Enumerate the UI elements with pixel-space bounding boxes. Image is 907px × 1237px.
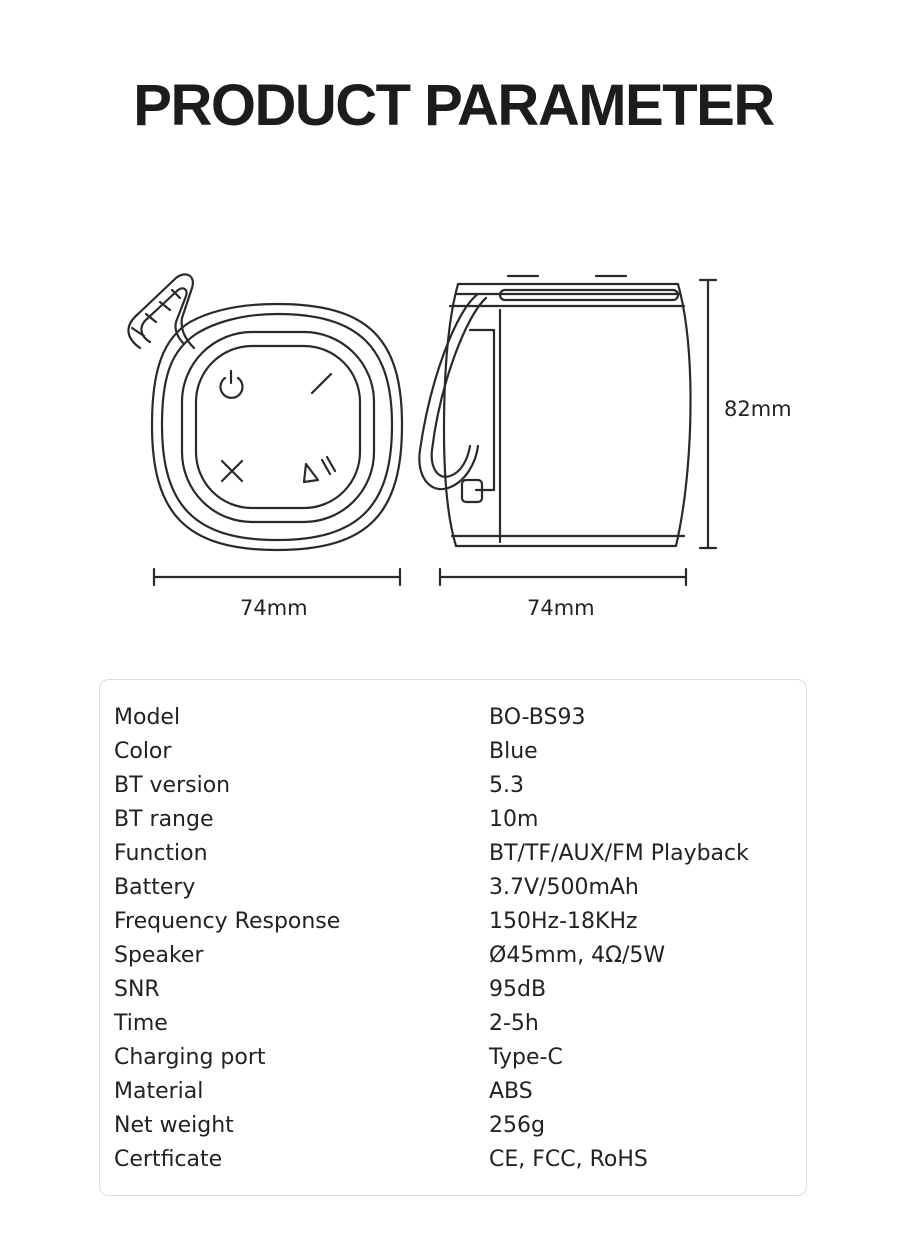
spec-value: 10m bbox=[489, 807, 539, 832]
close-icon bbox=[222, 461, 242, 481]
spec-value: 95dB bbox=[489, 977, 547, 1002]
side-width-label: 74mm bbox=[527, 596, 595, 620]
spec-label: Material bbox=[114, 1079, 204, 1104]
spec-value: 5.3 bbox=[489, 773, 524, 798]
spec-label: Battery bbox=[114, 875, 196, 900]
spec-label: BT version bbox=[114, 773, 231, 798]
spec-label: Color bbox=[114, 739, 172, 764]
strap bbox=[128, 274, 194, 348]
speaker-drawing bbox=[0, 250, 907, 640]
front-width-label: 74mm bbox=[240, 596, 308, 620]
front-view bbox=[128, 274, 402, 550]
spec-table bbox=[99, 679, 807, 1196]
spec-value: BT/TF/AUX/FM Playback bbox=[489, 841, 749, 866]
spec-value: ABS bbox=[489, 1079, 533, 1104]
spec-label: Speaker bbox=[114, 943, 204, 968]
power-icon bbox=[221, 371, 243, 398]
spec-value: BO-BS93 bbox=[489, 705, 586, 730]
spec-value: CE, FCC, RoHS bbox=[489, 1147, 648, 1172]
side-body bbox=[444, 284, 691, 546]
spec-value: 2-5h bbox=[489, 1011, 539, 1036]
spec-label: Frequency Response bbox=[114, 909, 341, 934]
spec-label: Model bbox=[114, 705, 181, 730]
spec-value: Ø45mm, 4Ω/5W bbox=[489, 943, 666, 968]
spec-label: Function bbox=[114, 841, 208, 866]
spec-value: 256g bbox=[489, 1113, 545, 1138]
spec-label: Certficate bbox=[114, 1147, 223, 1172]
product-diagram bbox=[0, 250, 907, 640]
side-view bbox=[419, 276, 690, 546]
spec-value: 150Hz-18KHz bbox=[489, 909, 638, 934]
front-button-panel bbox=[182, 332, 374, 522]
spec-value: 3.7V/500mAh bbox=[489, 875, 639, 900]
page-title: PRODUCT PARAMETER bbox=[133, 73, 774, 138]
spec-label: Time bbox=[114, 1011, 168, 1036]
spec-label: BT range bbox=[114, 807, 214, 832]
spec-value: Type-C bbox=[489, 1045, 563, 1070]
spec-label: Net weight bbox=[114, 1113, 234, 1138]
play-pause-icon bbox=[304, 457, 335, 482]
spec-value: Blue bbox=[489, 739, 538, 764]
spec-label: SNR bbox=[114, 977, 160, 1002]
minus-icon bbox=[312, 374, 331, 393]
height-label: 82mm bbox=[724, 397, 792, 421]
spec-label: Charging port bbox=[114, 1045, 266, 1070]
